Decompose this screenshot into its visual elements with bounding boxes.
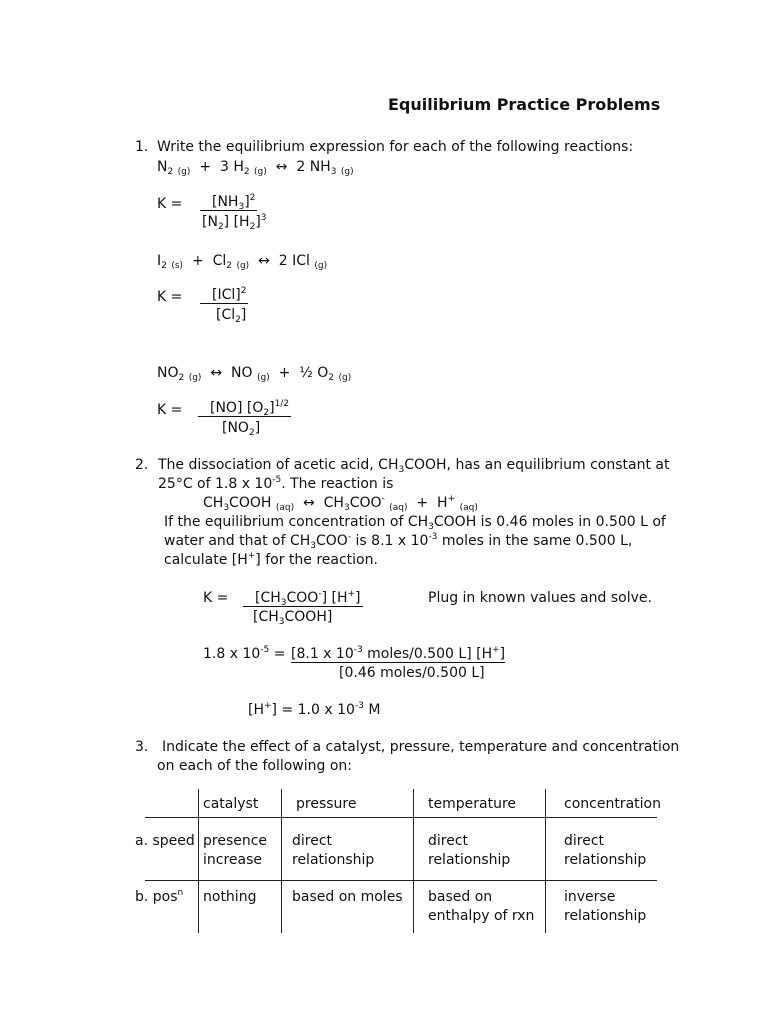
table-cell: direct [292, 833, 333, 849]
q3-line-1: Indicate the effect of a catalyst, pressure, temperature and concentration [162, 739, 680, 755]
q1-k3-denominator: $[NO_2]$ [222, 420, 261, 438]
q2-paragraph-3: calculate [H+] for the reaction. [164, 551, 378, 568]
table-cell: increase [203, 852, 263, 868]
table-cell: relationship [428, 852, 511, 868]
table-header-concentration: concentration [564, 796, 661, 812]
q1-k1-denominator: $[N_2]$ $[H_2]^3$ [202, 213, 267, 232]
table-divider-2 [281, 789, 282, 933]
q2-number: 2. [135, 457, 149, 473]
table-cell: based on [428, 889, 493, 905]
table-header-pressure: pressure [296, 796, 357, 812]
table-divider-1 [198, 789, 199, 933]
table-divider-4 [545, 789, 546, 933]
table-rule-header [145, 817, 657, 818]
table-cell: direct [428, 833, 469, 849]
table-row-a-label: a. speed [135, 833, 195, 849]
table-cell: enthalpy of rxn [428, 908, 535, 924]
q1-k1-label: K = [157, 196, 183, 212]
q3-number: 3. [135, 739, 149, 755]
q1-reaction-3: $NO_2$ $_{(g)}$ ↔ NO $_{(g)}$ + ½ $O_2$ $_{(g)}$ [157, 365, 352, 383]
q2-answer: [H+] = 1.0 x $10^{-3}$ M [248, 701, 381, 718]
table-cell: relationship [564, 852, 647, 868]
table-cell: nothing [203, 889, 257, 905]
table-cell: based on moles [292, 889, 403, 905]
q2-plug-note: Plug in known values and solve. [428, 590, 652, 606]
q2-reaction: $CH_3COOH$ $_{(aq)}$ ↔ $CH_3COO^-$ $_{(aq)}$ + H+ $_{(aq)}$ [203, 494, 478, 513]
q1-k2-denominator: $[Cl_2]$ [216, 307, 247, 325]
table-row-b-label: b. pos$^n$ [135, 888, 184, 905]
q1-number: 1. [135, 139, 149, 155]
q2-k-numerator: $[CH_3COO^-]$ [H+] [243, 590, 363, 606]
q2-equation-left: 1.8 x $10^{-5}$ = [203, 645, 286, 662]
table-cell: inverse [564, 889, 616, 905]
q2-equation-denominator: [0.46 moles/0.500 L] [339, 665, 485, 681]
table-header-catalyst: catalyst [203, 796, 259, 812]
q1-reaction-2: $I_2$ $_{(s)} + Cl_2$ $_{(g)}$ ↔ 2 ICl $_{(g)}$ [157, 253, 328, 271]
table-header-temperature: temperature [428, 796, 516, 812]
q2-k-label: K = [203, 590, 229, 606]
q2-equation-numerator: [8.1 x $10^{-3}$ moles/0.500 L] [H+] [291, 645, 506, 662]
q1-prompt: Write the equilibrium expression for each of the following reactions: [157, 139, 634, 155]
q1-k3-numerator: [NO] $[O_2]^{1/2}$ [198, 400, 291, 416]
q2-line-2: 25°C of 1.8 x $10^{-5}$. The reaction is [158, 475, 394, 492]
q1-k1-numerator: $[NH_3]^2$ [200, 194, 257, 210]
table-rule-row-a [145, 880, 657, 881]
table-cell: relationship [564, 908, 647, 924]
q1-k2-label: K = [157, 289, 183, 305]
table-divider-3 [413, 789, 414, 933]
table-cell: direct [564, 833, 605, 849]
table-cell: presence [203, 833, 268, 849]
q1-k3-label: K = [157, 402, 183, 418]
q3-line-2: on each of the following on: [157, 758, 353, 774]
q2-paragraph-2: water and that of $CH_3COO^-$ is 8.1 x $10^{-3}$ moles in the same 0.500 L, [164, 532, 633, 551]
q1-reaction-1: $N_2$ $_{(g)}$ + 3 $H_2$ $_{(g)}$ ↔ 2 $NH_3$ $_{(g)}$ [157, 159, 354, 177]
table-cell: relationship [292, 852, 375, 868]
q1-k2-numerator: [ICl]$^2$ [200, 287, 248, 303]
q2-line-1: The dissociation of acetic acid, $CH_3COOH$, has an equilibrium constant at [158, 457, 670, 475]
q2-paragraph-1: If the equilibrium concentration of $CH_3COOH$ is 0.46 moles in 0.500 L of [164, 514, 666, 532]
q2-k-denominator: $[CH_3COOH]$ [253, 609, 333, 627]
page-title: Equilibrium Practice Problems [388, 95, 661, 114]
